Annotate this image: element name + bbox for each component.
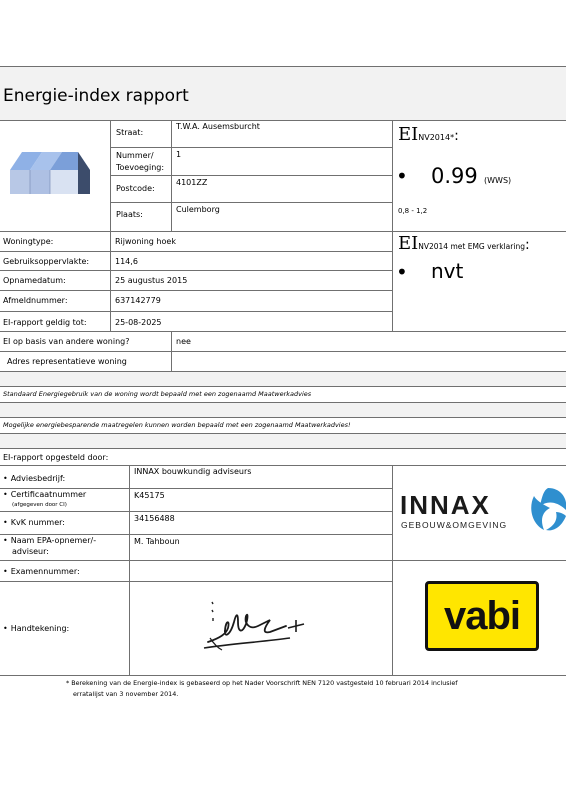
other-house-label: EI op basis van andere woning? bbox=[3, 337, 130, 346]
detail-value-opnamedatum: 25 augustus 2015 bbox=[115, 276, 188, 285]
street-label: Straat: bbox=[116, 128, 144, 137]
name-value: M. Tahboun bbox=[134, 537, 180, 546]
rep-address-label: Adres representatieve woning bbox=[7, 357, 127, 366]
city-label: Plaats: bbox=[116, 210, 143, 219]
detail-value-afmeldnummer: 637142779 bbox=[115, 296, 161, 305]
detail-label-woningtype: Woningtype: bbox=[3, 237, 54, 246]
innax-swirl-icon bbox=[528, 486, 566, 532]
detail-label-afmeldnummer: Afmeldnummer: bbox=[3, 296, 68, 305]
ei-emg-label: EINV2014 met EMG verklaring: bbox=[398, 233, 530, 254]
kvk-value: 34156488 bbox=[134, 514, 175, 523]
ei-range: 0,8 - 1,2 bbox=[398, 207, 428, 215]
detail-label-geldig: EI-rapport geldig tot: bbox=[3, 318, 87, 327]
prepared-by-heading: EI-rapport opgesteld door: bbox=[3, 453, 109, 462]
ei-emg-value: nvt bbox=[431, 259, 464, 283]
page-title: Energie-index rapport bbox=[3, 86, 189, 106]
detail-value-woningtype: Rijwoning hoek bbox=[115, 237, 176, 246]
postcode-value: 4101ZZ bbox=[176, 178, 208, 187]
detail-value-geldig: 25-08-2025 bbox=[115, 318, 162, 327]
number-label: Nummer/ Toevoeging: bbox=[116, 151, 165, 172]
cert-value: K45175 bbox=[134, 491, 165, 500]
city-value: Culemborg bbox=[176, 205, 220, 214]
vabi-logo-name: vabi bbox=[443, 593, 521, 638]
company-label: • Adviesbedrijf: bbox=[3, 474, 65, 483]
innax-logo-name: INNAX bbox=[400, 490, 491, 520]
kvk-label: • KvK nummer: bbox=[3, 518, 65, 527]
name-label-line2: adviseur: bbox=[12, 547, 49, 556]
vabi-logo bbox=[425, 581, 539, 651]
innax-logo-tagline: GEBOUW&OMGEVING bbox=[401, 520, 508, 530]
name-label: • Naam EPA-opnemer/- bbox=[3, 536, 96, 545]
exam-label: • Examennummer: bbox=[3, 567, 80, 576]
ei-label: EINV2014*: bbox=[398, 124, 459, 145]
other-house-value: nee bbox=[176, 337, 191, 346]
ei-bullet: • bbox=[396, 164, 408, 188]
cert-label: • Certificaatnummer bbox=[3, 490, 86, 499]
detail-label-opnamedatum: Opnamedatum: bbox=[3, 276, 66, 285]
innax-logo bbox=[400, 486, 566, 536]
note-standard: Standaard Energiegebruik van de woning wordt bepaald met een zogenaamd Maatwerkadvies bbox=[3, 390, 312, 398]
cert-sublabel: (afgegeven door CI) bbox=[12, 502, 67, 508]
detail-label-oppervlakte: Gebruiksoppervlakte: bbox=[3, 257, 90, 266]
company-value: INNAX bouwkundig adviseurs bbox=[134, 467, 252, 476]
ei-emg-bullet: • bbox=[396, 260, 408, 284]
ei-value: 0.99 bbox=[431, 164, 478, 188]
street-value: T.W.A. Ausemsburcht bbox=[176, 122, 260, 131]
signature-label: • Handtekening: bbox=[3, 624, 69, 633]
house-illustration bbox=[8, 148, 94, 198]
note-measures: Mogelijke energiebesparende maatregelen kunnen worden bepaald met een zogenaamd Maatwerkadvies! bbox=[3, 421, 351, 429]
number-value: 1 bbox=[176, 150, 182, 159]
footnote-line2: erratalijst van 3 november 2014. bbox=[73, 690, 179, 698]
detail-value-oppervlakte: 114,6 bbox=[115, 257, 138, 266]
signature-image bbox=[200, 598, 330, 658]
ei-unit: (WWS) bbox=[484, 176, 512, 185]
footnote-line1: * Berekening van de Energie-index is gebaseerd op het Nader Voorschrift NEN 7120 vastgesteld 10 februari 2014 inclusief bbox=[66, 679, 458, 687]
postcode-label: Postcode: bbox=[116, 184, 155, 193]
